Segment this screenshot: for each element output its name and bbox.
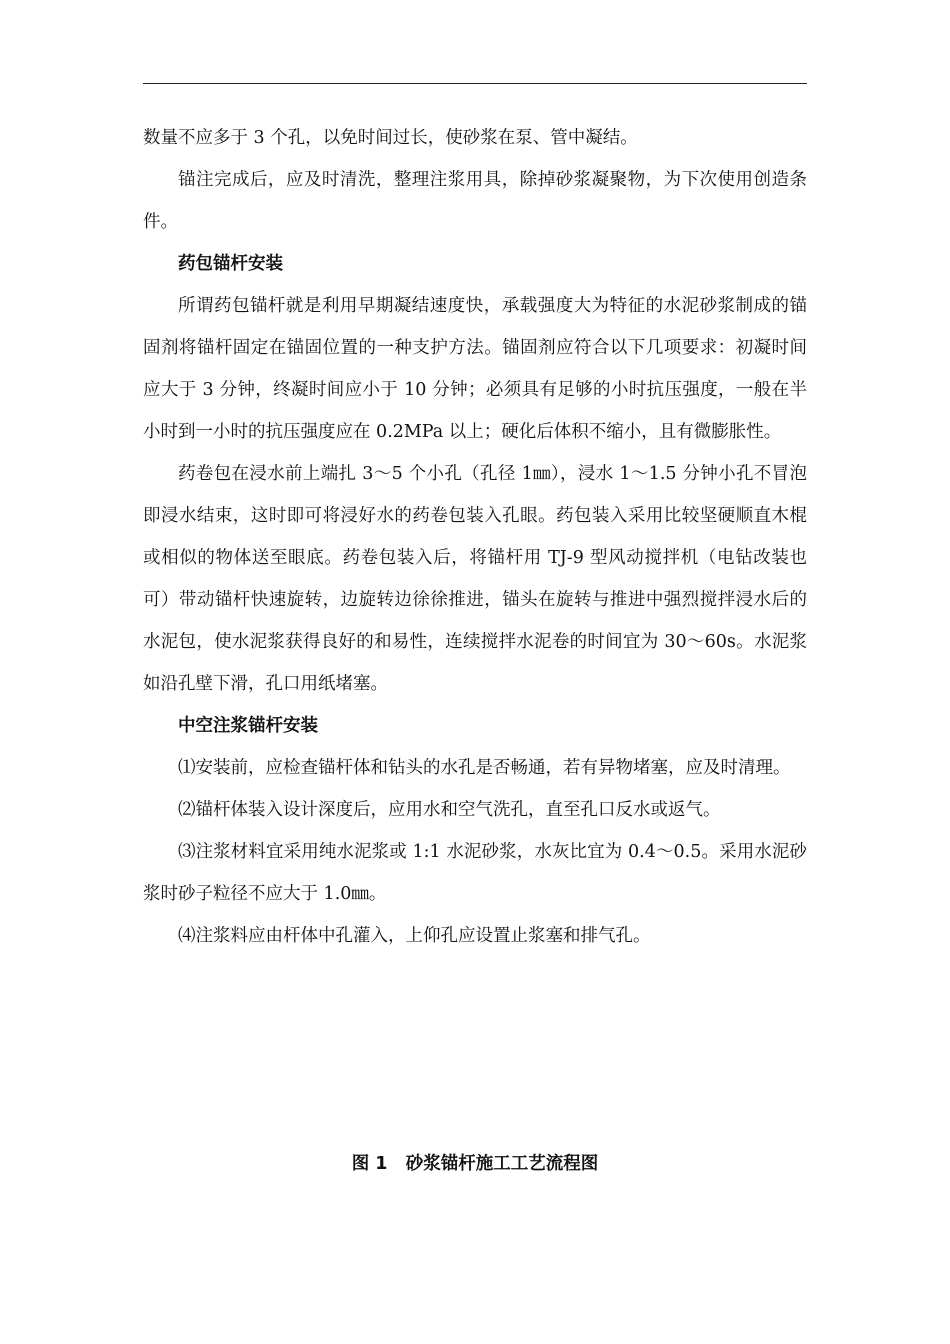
- header-rule: [143, 83, 807, 84]
- list-item-4: ⑷注浆料应由杆体中孔灌入，上仰孔应设置止浆塞和排气孔。: [178, 926, 651, 946]
- paragraph-2: 锚注完成后，应及时清洗，整理注浆用具，除掉砂浆凝聚物，为下次使用创造条件。: [143, 170, 807, 232]
- section-heading-medicine-pack-bolt: 药包锚杆安装: [178, 254, 283, 274]
- list-item-3: ⑶注浆材料宜采用纯水泥浆或 1:1 水泥砂浆，水灰比宜为 0.4～0.5。采用水泥砂浆时砂子粒径不应大于 1.0㎜。: [143, 842, 807, 904]
- list-item-1: ⑴安装前，应检查锚杆体和钻头的水孔是否畅通，若有异物堵塞，应及时清理。: [178, 758, 791, 778]
- paragraph-1: 数量不应多于 3 个孔，以免时间过长，使砂浆在泵、管中凝结。: [143, 128, 638, 148]
- paragraph-3: 所谓药包锚杆就是利用早期凝结速度快，承载强度大为特征的水泥砂浆制成的锚固剂将锚杆固定在锚固位置的一种支护方法。锚固剂应符合以下几项要求：初凝时间应大于 3 分钟，终凝时间应小于 10 分钟；必须具有足够的小时抗压强度，一般在半小时到一小时的抗压强度应在 0.2MPa 以上；硬化后体积不缩小，且有微膨胀性。: [143, 296, 807, 442]
- section-heading-hollow-grout-bolt: 中空注浆锚杆安装: [178, 716, 318, 736]
- document-body: [143, 117, 807, 957]
- figure-title: 砂浆锚杆施工工艺流程图: [405, 1154, 599, 1174]
- figure-caption: [143, 1150, 807, 1175]
- figure-number: 图 1: [351, 1154, 388, 1174]
- paragraph-4: 药卷包在浸水前上端扎 3～5 个小孔（孔径 1㎜），浸水 1～1.5 分钟小孔不冒泡即浸水结束，这时即可将浸好水的药卷包装入孔眼。药包装入采用比较坚硬顺直木棍或相似的物体送至眼底。药卷包装入后，将锚杆用 TJ-9 型风动搅拌机（电钻改装也可）带动锚杆快速旋转，边旋转边徐徐推进，锚头在旋转与推进中强烈搅拌浸水后的水泥包，使水泥浆获得良好的和易性，连续搅拌水泥卷的时间宜为 30～60s。水泥浆如沿孔壁下滑，孔口用纸堵塞。: [143, 464, 807, 694]
- list-item-2: ⑵锚杆体装入设计深度后，应用水和空气洗孔，直至孔口反水或返气。: [178, 800, 721, 820]
